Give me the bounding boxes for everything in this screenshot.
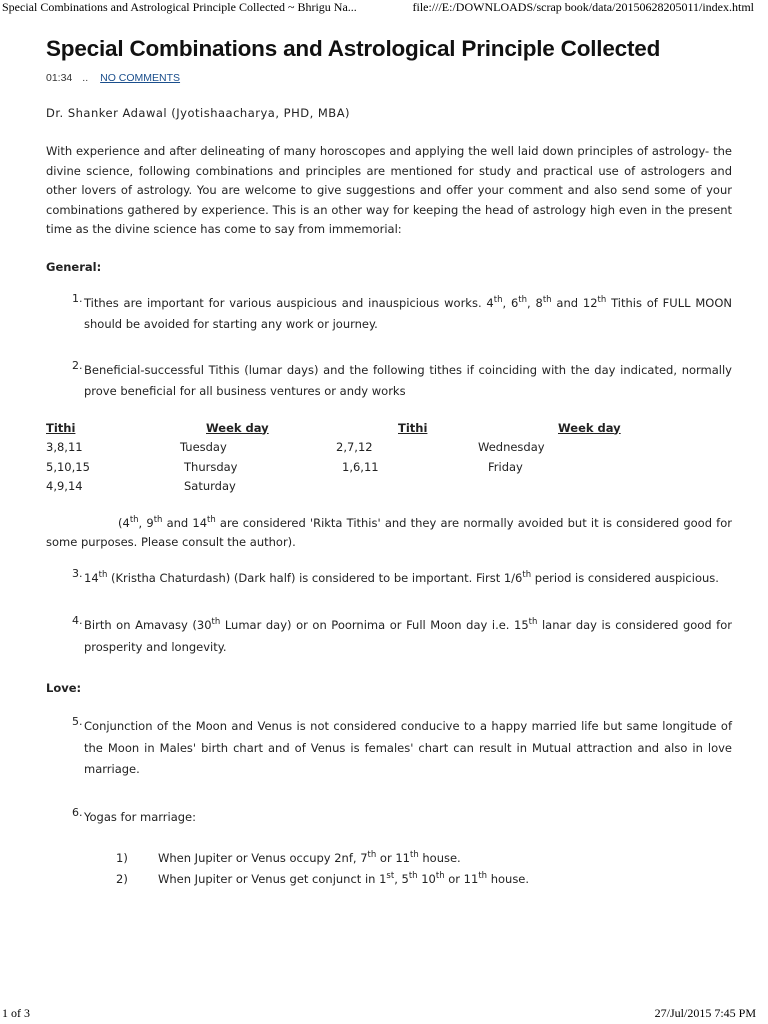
comments-link[interactable]: NO COMMENTS: [100, 72, 181, 84]
table-cell: 1,6,11: [342, 459, 379, 474]
list-item-text: Tithes are important for various auspicious and inauspicious works. 4th, 6th, 8th and 12th Tithis of FULL MOON should be avoided for starting any work or journey.: [84, 294, 732, 331]
table-cell: Wednesday: [478, 439, 545, 454]
article: [46, 36, 732, 893]
list-item-4: [46, 614, 732, 657]
table-cell: 3,8,11: [46, 439, 83, 454]
table-cell: 4,9,14: [46, 478, 83, 493]
list-item-text: Birth on Amavasy (30th Lumar day) or on Poornima or Full Moon day i.e. 15th lanar day is considered good for prosperity and longevity.: [84, 617, 732, 654]
list-number: 2.: [72, 358, 83, 372]
list-item-text: Yogas for marriage:: [84, 809, 196, 824]
author-line: Dr. Shanker Adawal (Jyotishaacharya, PHD, MBA): [46, 106, 351, 120]
list-item-1: [46, 292, 732, 335]
list-item-6: [46, 806, 732, 828]
table-header: Tithi: [398, 420, 428, 435]
rikta-tithis-note: (4th, 9th and 14th are considered 'Rikta Tithis' and they are normally avoided but it is considered good for some purposes. Please consult the author).: [46, 514, 732, 549]
list-number: 5.: [72, 715, 83, 728]
table-cell: Friday: [488, 459, 523, 474]
list-number: 3.: [72, 566, 83, 580]
table-cell: Thursday: [184, 459, 238, 474]
list-number: 4.: [72, 614, 83, 627]
table-header: Week day: [206, 420, 269, 435]
table-cell: 5,10,15: [46, 459, 90, 474]
meta-separator: ..: [82, 72, 89, 84]
yoga-number: 2): [116, 872, 128, 886]
print-footer: [0, 1004, 768, 1024]
list-item-text: 14th (Kristha Chaturdash) (Dark half) is considered to be important. First 1/6th period is considered auspicious.: [84, 569, 719, 585]
print-header: [0, 0, 768, 20]
page-counter: 1 of 3: [2, 1006, 30, 1020]
page-title: Special Combinations and Astrological Principle Collected: [46, 36, 661, 61]
tithi-table: [46, 421, 732, 496]
yoga-text: When Jupiter or Venus occupy 2nf, 7th or 11th house.: [158, 850, 461, 865]
intro-paragraph: With experience and after delineating of many horoscopes and applying the well laid down principles of astrology- the divine science, following combinations and principles are mentioned for study and practical use of astrologers and other lovers of astrology. You are welcome to give suggestions and offer your comment and also send some of your combinations gathered by experience. This is an other way for keeping the head of astrology high even in the present time as the divine science has come to say from immemorial:: [46, 144, 732, 236]
print-header-url: file:///E:/DOWNLOADS/scrap book/data/20150628205011/index.html: [412, 0, 754, 14]
table-header: Tithi: [46, 420, 76, 435]
yoga-item-2: [46, 872, 732, 893]
table-header: Week day: [558, 420, 621, 435]
list-item-5: [46, 715, 732, 780]
section-heading-love: Love:: [46, 681, 82, 695]
print-header-title: Special Combinations and Astrological Principle Collected ~ Bhrigu Na...: [2, 0, 357, 14]
table-cell: Tuesday: [180, 439, 227, 454]
yoga-number: 1): [116, 851, 128, 865]
yoga-list: [46, 851, 732, 893]
list-item-text: Beneficial-successful Tithis (lumar days) and the following tithes if coinciding with the day indicated, normally prove beneficial for all business ventures or andy works: [84, 362, 732, 398]
post-time: 01:34: [46, 72, 73, 84]
list-item-2: [46, 359, 732, 402]
list-item-text: Conjunction of the Moon and Venus is not considered conducive to a happy married life but same longitude of the Moon in Males' birth chart and of Venus is females' chart can result in Mutual attraction and also in love marriage.: [84, 719, 732, 776]
list-number: 1.: [72, 291, 83, 305]
list-item-3: [46, 567, 732, 589]
list-number: 6.: [72, 805, 83, 819]
table-cell: Saturday: [184, 478, 236, 493]
post-meta: [46, 72, 732, 84]
print-datetime: 27/Jul/2015 7:45 PM: [654, 1006, 756, 1020]
yoga-item-1: [46, 851, 732, 872]
table-cell: 2,7,12: [336, 439, 373, 454]
section-heading-general: General:: [46, 259, 102, 274]
yoga-text: When Jupiter or Venus get conjunct in 1st, 5th 10th or 11th house.: [158, 871, 530, 886]
